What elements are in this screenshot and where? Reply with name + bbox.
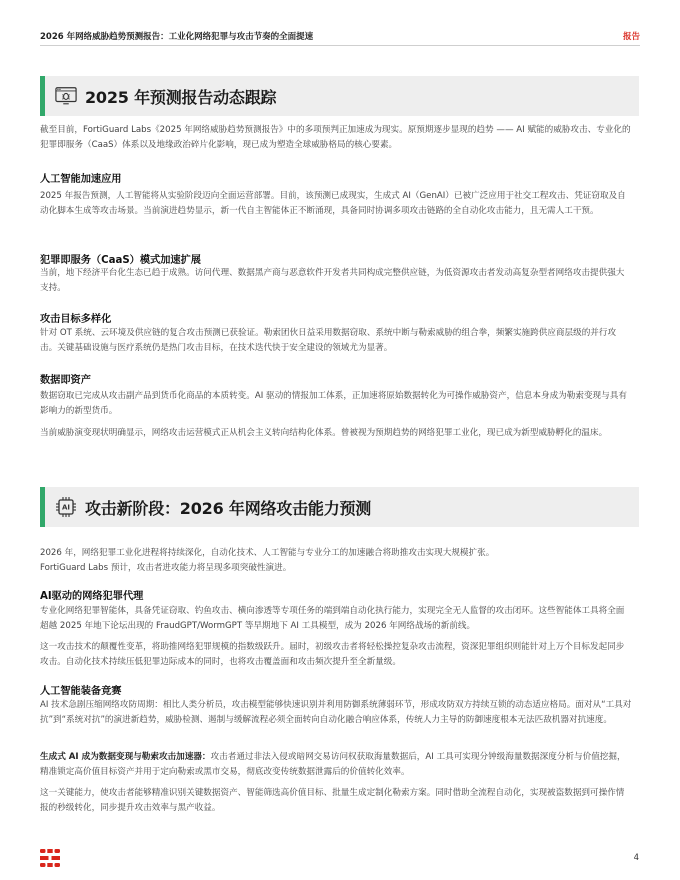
- section-2-title: 攻击新阶段：2026 年网络攻击能力预测: [85, 498, 372, 518]
- lead-text: 攻击者通过非法入侵或暗网交易访问权获取海量数据后，AI 工具可实现分钟级海量数据深度分析与价值挖掘，精准锁定高价值目标资产并用于定向勒索或黑市交易，彻底改变传统数据泄露后的价值转化效率。: [40, 752, 626, 777]
- ai-chip-label: AI: [61, 503, 71, 512]
- section-1-title: 2025 年预测报告动态跟踪: [85, 87, 277, 107]
- section-2-intro-line: FortiGuard Labs 预计，攻击者进攻能力将呈现多项突破性演进。: [40, 563, 292, 573]
- subsection-paragraph: 2025 年报告预测，人工智能将从实验阶段迈向全面运营部署。目前，该预测已成现实，生成式 AI（GenAI）已被广泛应用于社交工程攻击、凭证窃取及自动化脚本生成等攻击场景。当前演进趋势显示，新一代自主智能体正不断涌现，具备同时协调多项攻击链路的全自动化攻击能力，且无需人工干预。: [40, 191, 626, 216]
- subsection-heading: 人工智能加速应用: [40, 174, 122, 185]
- subsection-paragraph: 这一攻击技术的颠覆性变革，将助推网络犯罪规模的指数级跃升。届时，初级攻击者将轻松操控复杂攻击流程，资深犯罪组织则能针对上万个目标发起同步攻击。自动化技术持续压低犯罪边际成本的同时，也将攻击覆盖面和攻击频次提升至全新量级。: [40, 642, 625, 667]
- fortinet-logo: [40, 849, 60, 867]
- section-1-banner: [40, 76, 639, 116]
- subsection-heading: 人工智能装备竞赛: [40, 686, 122, 697]
- report-tag: 报告: [622, 32, 640, 42]
- monitor-bug-icon: [55, 85, 77, 107]
- subsection-paragraph: 数据窃取已完成从攻击副产品到货币化商品的本质转变。AI 驱动的情报加工体系，正加速将原始数据转化为可操作威胁资产，信息本身成为勒索变现与具有影响力的新型货币。: [40, 391, 627, 416]
- subsection-heading: 数据即资产: [40, 375, 91, 386]
- subsection-paragraph: 当前，地下经济平台化生态已趋于成熟。访问代理、数据黑产商与恶意软件开发者共同构成完整供应链，为低资源攻击者发动高复杂型者网络攻击提供强大支持。: [40, 268, 625, 293]
- subsection-heading: 攻击目标多样化: [40, 314, 112, 325]
- subsection-heading: 犯罪即服务（CaaS）模式加速扩展: [40, 255, 201, 266]
- header-divider: [40, 45, 640, 46]
- subsection-paragraph: 针对 OT 系统、云环境及供应链的复合攻击预测已获验证。勒索团伙日益采用数据窃取、系统中断与勒索威胁的组合拳，频繁实施跨供应商层级的并行攻击。关键基础设施与医疗系统仍是热门攻击目标，在技术迭代快于安全建设的领域尤为显著。: [40, 328, 617, 353]
- page-number: 4: [633, 853, 639, 863]
- section-2-banner: [40, 487, 639, 527]
- section-2-intro-line: 2026 年，网络犯罪工业化进程将持续深化，自动化技术、人工智能与专业分工的加速融合将助推攻击实现大规模扩张。: [40, 548, 495, 558]
- subsection-paragraph: 这一关键能力，使攻击者能够精准识别关键数据资产、智能筛选高价值目标、批量生成定制化勒索方案。同时借助全流程自动化，实现被盗数据到可操作情报的秒级转化，同步提升攻击效率与黑产收益。: [40, 788, 625, 813]
- section-1-intro: 截至目前，FortiGuard Labs《2025 年网络威胁趋势预测报告》中的多项预判正加速成为现实。原预期逐步显现的趋势 —— AI 赋能的威胁攻击、专业化的犯罪即服务（CaaS）体系以及地缘政治碎片化影响，现已成为塑造全球威胁格局的核心要素。: [40, 125, 631, 150]
- report-header-title: 2026 年网络威胁趋势预测报告：工业化网络犯罪与攻击节奏的全面提速: [40, 32, 314, 42]
- lead-label: 生成式 AI 成为数据变现与勒索攻击加速器：: [40, 752, 211, 762]
- subsection-heading: AI驱动的网络犯罪代理: [40, 591, 144, 602]
- lead-paragraph: [40, 750, 632, 780]
- subsection-paragraph: 专业化网络犯罪智能体，具备凭证窃取、钓鱼攻击、横向渗透等专项任务的端到端自动化执行能力，实现完全无人监督的攻击闭环。这些智能体工具将全面超越 2025 年地下论坛出现的 FraudGPT/WormGPT 等早期地下 AI 工具模型，成为 2026 年网络战场的新前线。: [40, 606, 625, 631]
- subsection-paragraph: AI 技术急剧压缩网络攻防周期：相比人类分析员，攻击模型能够快速识别并利用防御系统薄弱环节，形成攻防双方持续互锁的动态适应格局。面对从“工具对抗”到“系统对抗”的演进新趋势，威胁检测、遏制与缓解流程必须全面转向自动化融合响应体系，传统人力主导的防御速度根本无法匹敌机器对抗速度。: [40, 700, 632, 725]
- ai-chip-icon: [55, 496, 77, 518]
- subsection-paragraph: 当前威胁演变现状明确显示，网络攻击运营模式正从机会主义转向结构化体系。曾被视为预期趋势的网络犯罪工业化，现已成为新型威胁孵化的温床。: [40, 428, 608, 438]
